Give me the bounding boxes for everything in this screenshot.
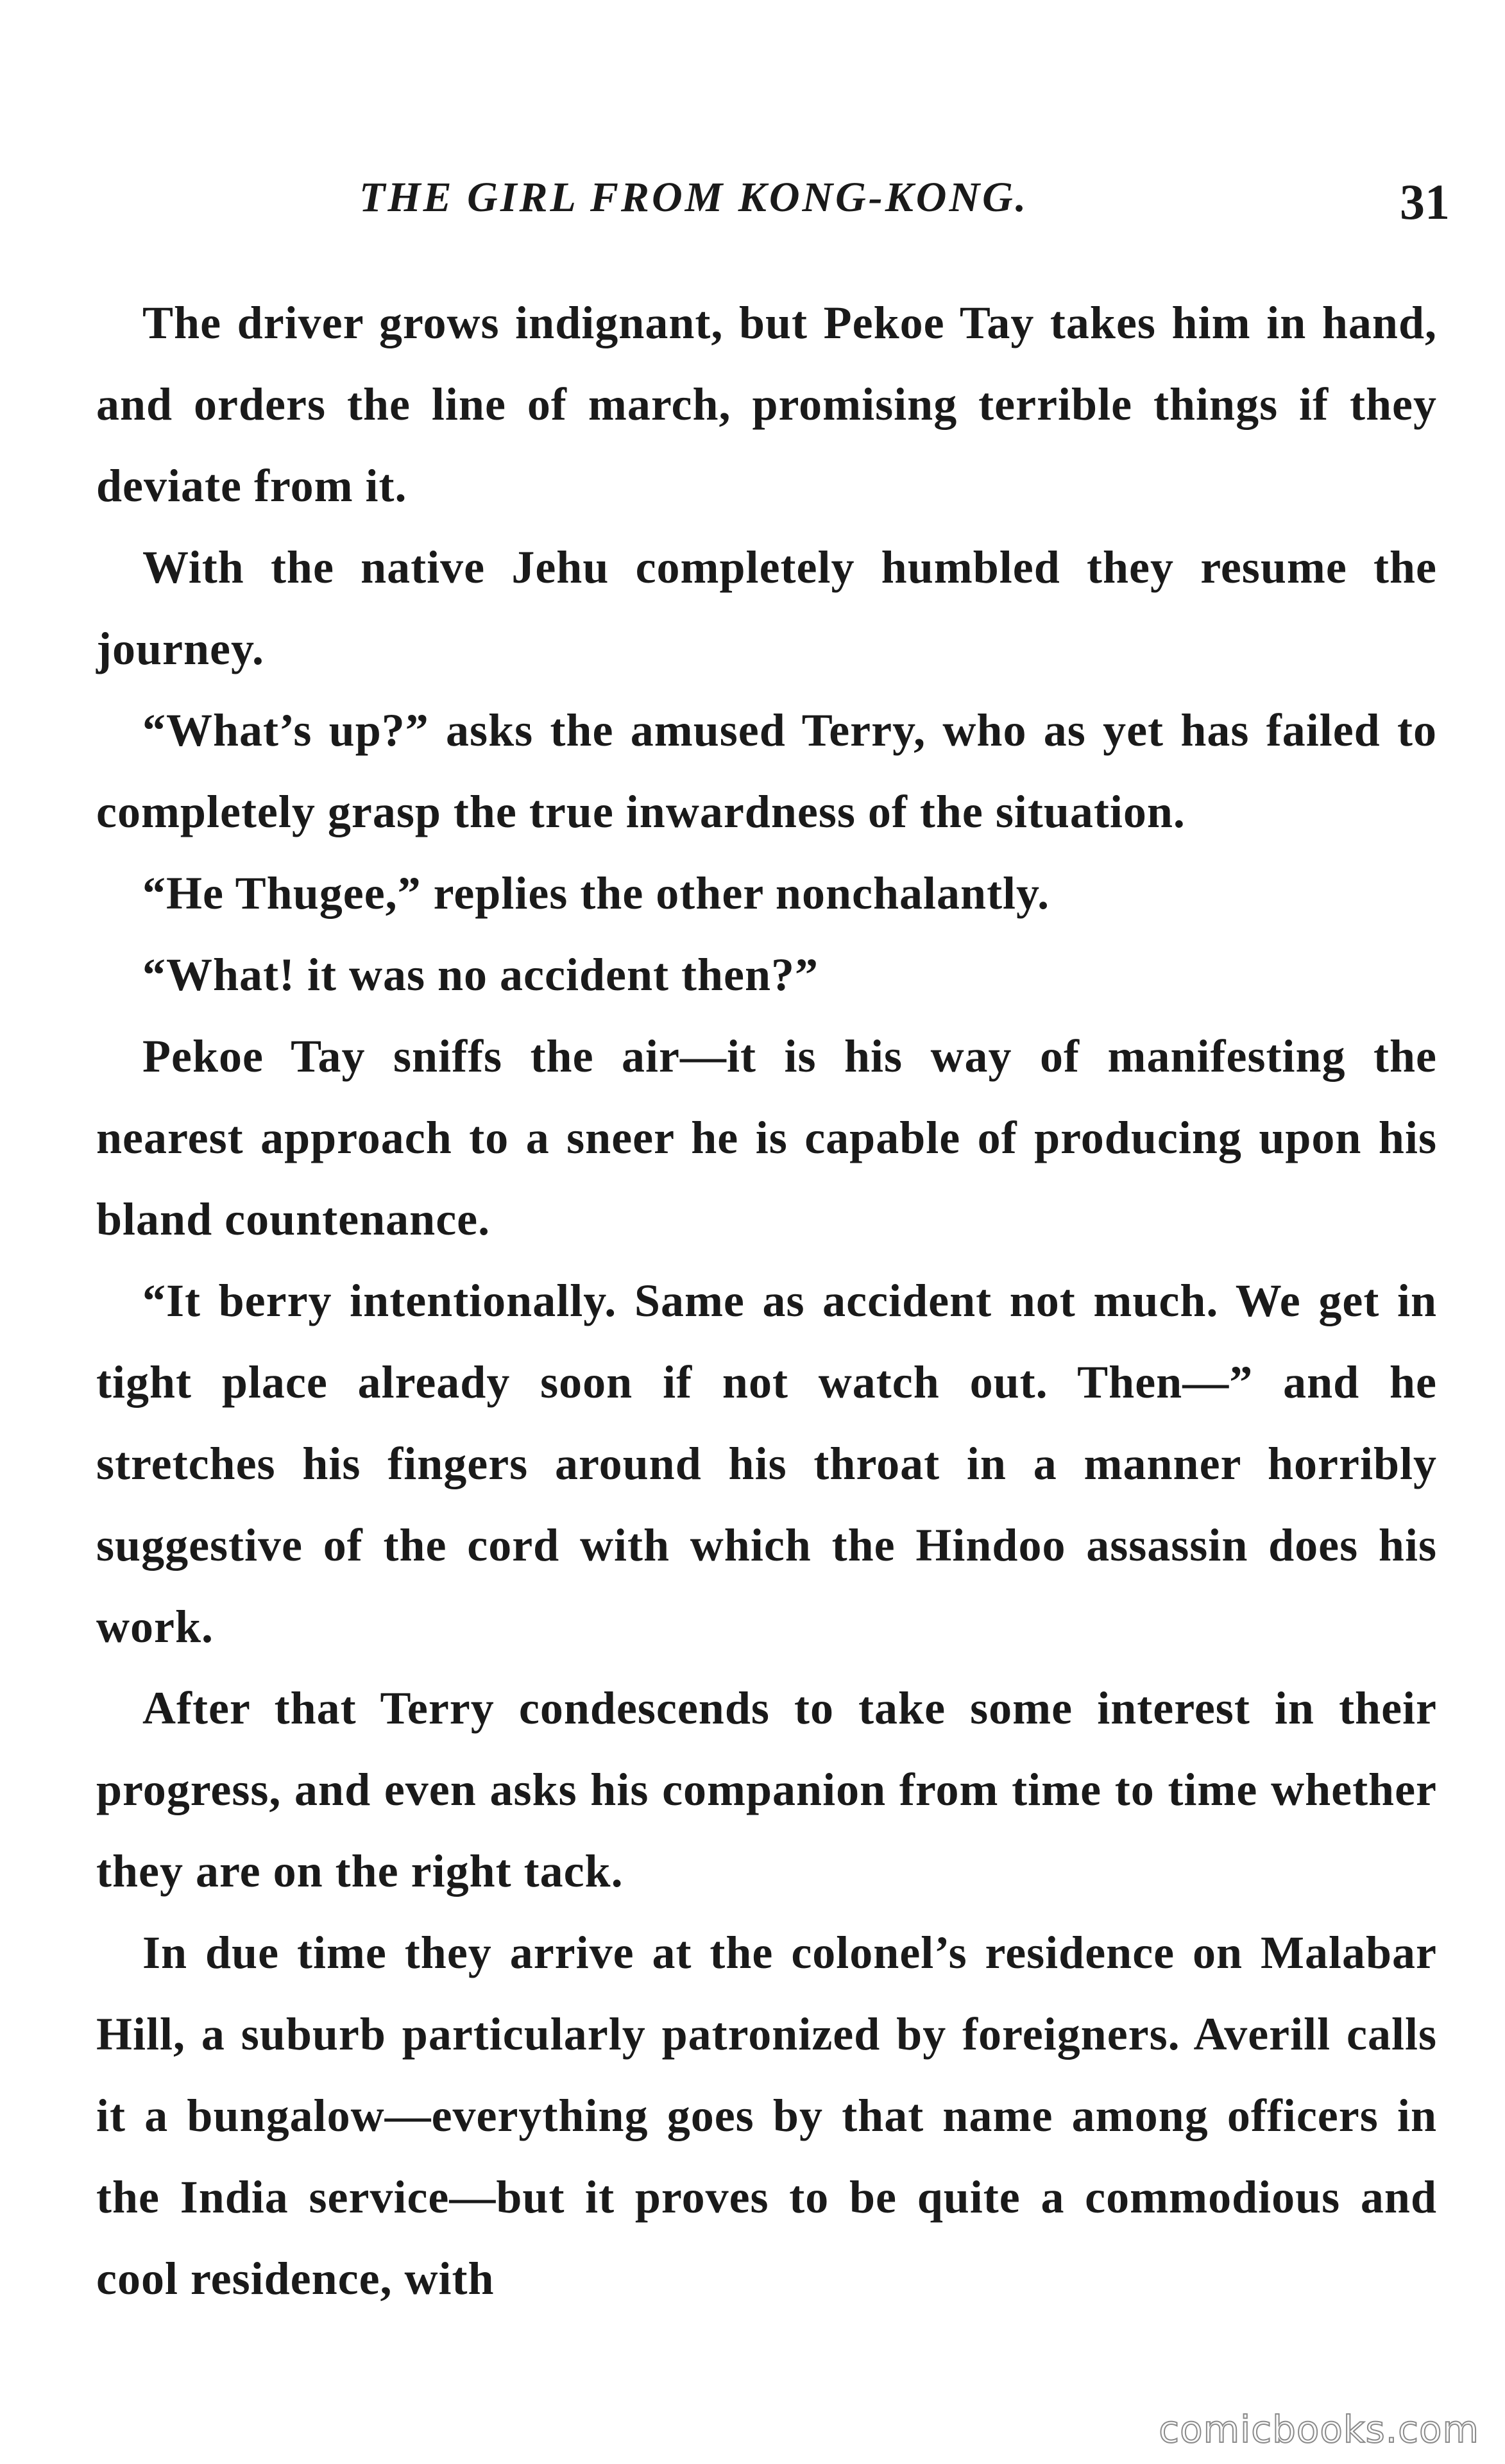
page-number: 31 <box>1400 174 1450 230</box>
body-text <box>96 282 1437 2320</box>
paragraph: The driver grows indignant, but Pekoe Tay takes him in hand, and orders the line of march, promising terrible things if they deviate from it. <box>96 297 1437 511</box>
paragraph: Pekoe Tay sniffs the air—it is his way of manifesting the nearest approach to a sneer he is capable of producing upon his bland countenance. <box>96 1031 1437 1245</box>
running-title: THE GIRL FROM KONG-KONG. <box>359 174 1029 221</box>
paragraph: After that Terry condescends to take some interest in their progress, and even asks his companion from time to time whether they are on the right tack. <box>96 1682 1437 1897</box>
paragraph: “What! it was no accident then?” <box>142 949 819 1000</box>
paragraph: In due time they arrive at the colonel’s residence on Malabar Hill, a suburb particularly patronized by foreigners. Averill calls it a bungalow—everything goes by that name among officers in the India service—but it proves to be quite a commodious and cool residence, with <box>96 1927 1437 2304</box>
paragraph: “It berry intentionally. Same as accident not much. We get in tight place already soon if not watch out. Then—” and he stretches his fingers around his throat in a manner horribly suggestive of the cord with which the Hindoo assassin does his work. <box>96 1275 1437 1652</box>
page-header <box>359 173 1450 250</box>
paragraph: “What’s up?” asks the amused Terry, who as yet has failed to completely grasp the true inwardness of the situation. <box>96 705 1437 837</box>
paragraph: With the native Jehu completely humbled they resume the journey. <box>96 542 1437 674</box>
watermark: comicbooks.com <box>1159 2408 1479 2451</box>
paragraph: “He Thugee,” replies the other nonchalantly. <box>142 868 1050 919</box>
